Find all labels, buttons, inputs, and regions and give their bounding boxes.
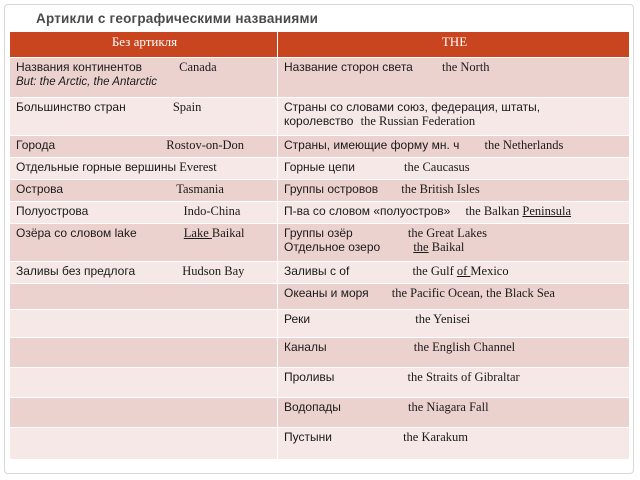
left-example: Indo-China	[183, 204, 241, 218]
left-term: Города	[16, 138, 56, 152]
left-example-underlined: Lake	[183, 226, 212, 240]
left-example: Hudson Bay	[182, 264, 245, 278]
left-cell-continents	[10, 58, 278, 98]
left-cell-lakes	[10, 224, 278, 262]
right-example: the Great Lakes	[407, 226, 487, 240]
right-example: the Balkan	[465, 204, 523, 218]
right-cell-island-groups	[278, 180, 630, 202]
left-cell-peninsulas	[10, 202, 278, 224]
left-term: Заливы без предлога	[16, 264, 136, 278]
left-cell-islands	[10, 180, 278, 202]
right-example: the Yenisei	[415, 312, 471, 326]
left-example: Canada	[179, 60, 217, 74]
right-term: Океаны и моря	[284, 286, 369, 300]
left-example: Tasmania	[176, 182, 224, 196]
right-cell-peninsula-word	[278, 202, 630, 224]
right-term: Страны, имеющие форму мн. ч	[284, 138, 460, 152]
right-term: Водопады	[284, 400, 341, 414]
header-no-article: Без артикля	[10, 32, 278, 58]
right-term: Горные цепи	[284, 160, 355, 174]
left-term: Большинство стран	[16, 100, 126, 114]
left-note: But: the Arctic, the Antarctic	[16, 76, 158, 88]
header-the: THE	[278, 32, 630, 58]
left-example: Rostov-on-Don	[166, 138, 245, 152]
right-term: Группы озёр	[284, 226, 353, 240]
right-cell-oceans	[278, 284, 630, 310]
left-term: Острова	[16, 182, 64, 196]
left-example: Spain	[172, 100, 202, 114]
left-cell-countries	[10, 98, 278, 136]
right-cell-plural	[278, 136, 630, 158]
left-cell-empty	[10, 428, 278, 460]
right-example: the Caucasus	[404, 160, 470, 174]
left-term: Озёра со словом lake	[16, 226, 137, 240]
right-term: Название сторон света	[284, 60, 413, 74]
right-example: the Niagara Fall	[408, 400, 489, 414]
right-example: the Straits of Gibraltar	[407, 370, 520, 384]
right-example: the British Isles	[401, 182, 480, 196]
right-example: the North	[441, 60, 490, 74]
right-term-2: Отдельное озеро	[284, 240, 381, 254]
right-cell-cardinal	[278, 58, 630, 98]
right-cell-deserts	[278, 428, 630, 460]
right-example: the English Channel	[413, 340, 516, 354]
right-term-line2: королевство	[284, 114, 354, 128]
right-example: the Russian Federation	[360, 114, 476, 128]
right-example-2: Baikal	[428, 240, 465, 254]
right-term: Каналы	[284, 340, 327, 354]
left-cell-empty	[10, 338, 278, 368]
left-example: Everest	[179, 160, 217, 174]
right-cell-rivers	[278, 310, 630, 338]
right-cell-waterfalls	[278, 398, 630, 428]
right-term: Заливы с of	[284, 264, 350, 278]
left-cell-empty	[10, 368, 278, 398]
left-term: Отдельные горные вершины	[16, 160, 177, 174]
right-cell-canals	[278, 338, 630, 368]
right-example: the Karakum	[403, 430, 468, 444]
right-term-line1: Страны со словами союз, федерация, штаты,	[284, 100, 541, 114]
right-example: the Gulf	[412, 264, 457, 278]
left-cell-peaks	[10, 158, 278, 180]
right-term: Проливы	[284, 370, 335, 384]
right-example-2-underlined: the	[413, 240, 429, 254]
right-example: the Pacific Ocean, the Black Sea	[391, 286, 555, 300]
articles-table	[9, 31, 630, 460]
right-example: the Netherlands	[484, 138, 564, 152]
right-cell-bays-of	[278, 262, 630, 284]
left-cell-empty	[10, 398, 278, 428]
left-example: Baikal	[211, 226, 245, 240]
left-term: Полуострова	[16, 204, 89, 218]
right-cell-lake-groups	[278, 224, 630, 262]
right-term: П-ва со словом «полуостров»	[284, 204, 451, 218]
left-cell-cities	[10, 136, 278, 158]
slide-title: Артикли с географическими названиями	[36, 11, 319, 26]
right-cell-union-countries	[278, 98, 630, 136]
right-example-underlined: of	[456, 264, 471, 278]
left-cell-empty	[10, 284, 278, 310]
right-cell-mountain-chains	[278, 158, 630, 180]
right-example-rest: Mexico	[470, 264, 509, 278]
left-term: Названия континентов	[16, 60, 143, 74]
left-cell-empty	[10, 310, 278, 338]
right-term: Группы островов	[284, 182, 379, 196]
left-cell-bays	[10, 262, 278, 284]
right-cell-straits	[278, 368, 630, 398]
right-term: Пустыни	[284, 430, 332, 444]
right-term: Реки	[284, 312, 311, 326]
right-example-underlined: Peninsula	[522, 204, 571, 218]
